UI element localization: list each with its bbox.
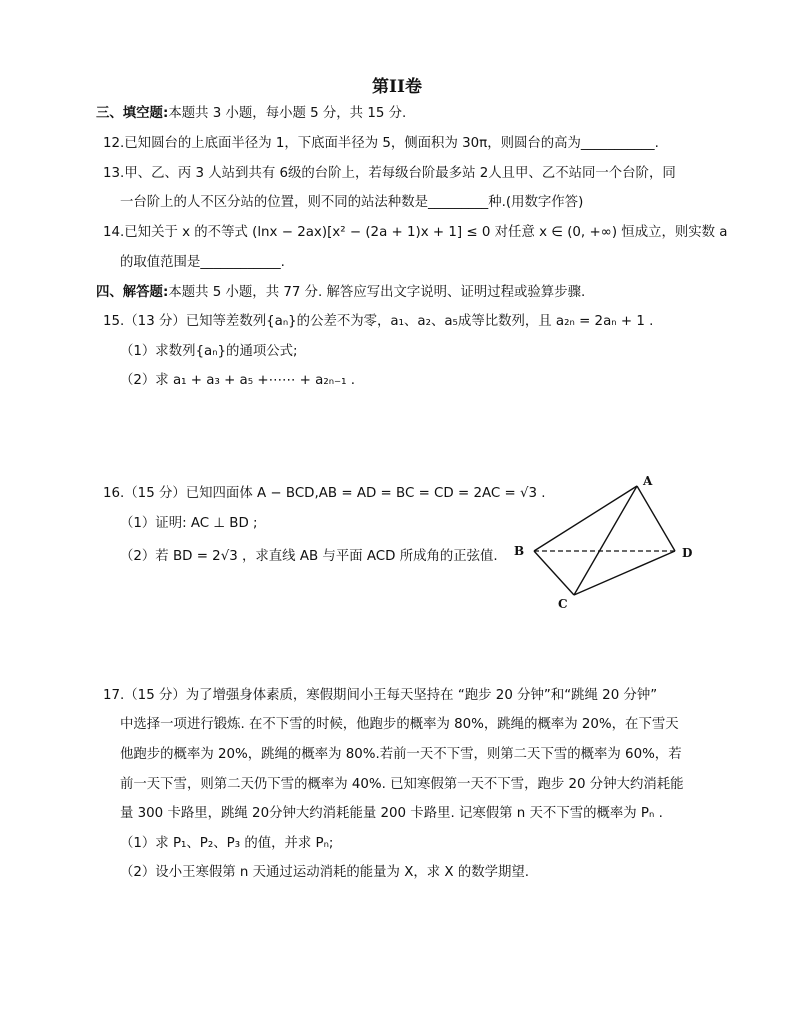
section-4-desc: 本题共 5 小题，共 77 分. 解答应写出文字说明、证明过程或验算步骤.: [168, 285, 586, 300]
edge-ad: [637, 486, 675, 551]
vertex-label-b: B: [514, 544, 525, 558]
question-16-part-1: （1）证明: AC ⊥ BD ;: [120, 516, 258, 531]
question-17-part-2: （2）设小王寒假第 n 天通过运动消耗的能量为 X，求 X 的数学期望.: [120, 865, 530, 880]
section-3-header: [96, 105, 406, 123]
question-15-stem: 15.（13 分）已知等差数列{aₙ}的公差不为零，a₁、a₂、a₅成等比数列，且 a₂ₙ = 2aₙ + 1 .: [103, 314, 654, 329]
question-16-stem: 16.（15 分）已知四面体 A − BCD,AB = AD = BC = CD = 2AC = √3 .: [103, 486, 546, 501]
question-17-line-4: 前一天下雪，则第二天仍下雪的概率为 40%. 已知寒假第一天不下雪，跑步 20 分钟大约消耗能: [120, 777, 684, 792]
vertex-label-a: A: [643, 474, 653, 488]
tetrahedron-figure: [510, 470, 710, 615]
section-4-label: 四、解答题:: [96, 285, 169, 300]
vertex-label-c: C: [558, 597, 568, 611]
edge-ac: [574, 486, 637, 595]
question-13-line-1: 13.甲、乙、丙 3 人站到共有 6级的台阶上，若每级台阶最多站 2人且甲、乙不站同一个台阶，同: [103, 166, 676, 181]
section-3-desc: 本题共 3 小题，每小题 5 分，共 15 分.: [168, 106, 407, 121]
edge-ab: [534, 486, 637, 551]
section-4-header: [96, 284, 585, 302]
question-14-line-1: 14.已知关于 x 的不等式 (lnx − 2ax)[x² − (2a + 1)x + 1] ≤ 0 对任意 x ∈ (0, +∞) 恒成立，则实数 a: [103, 225, 728, 240]
question-17-line-1: 17.（15 分）为了增强身体素质，寒假期间小王每天坚持在 “跑步 20 分钟”和“跳绳 20 分钟”: [103, 688, 658, 703]
edge-cd: [574, 551, 675, 595]
page-title: 第II卷: [372, 77, 422, 97]
question-17-part-1: （1）求 P₁、P₂、P₃ 的值，并求 Pₙ;: [120, 836, 334, 851]
vertex-label-d: D: [682, 546, 693, 560]
question-17-line-3: 他跑步的概率为 20%，跳绳的概率为 80%.若前一天不下雪，则第二天下雪的概率为 60%，若: [120, 747, 682, 762]
section-3-label: 三、填空题:: [96, 106, 169, 121]
edge-bc: [534, 551, 574, 595]
question-17-line-5: 量 300 卡路里，跳绳 20分钟大约消耗能量 200 卡路里. 记寒假第 n 天不下雪的概率为 Pₙ .: [120, 806, 663, 821]
question-15-part-1: （1）求数列{aₙ}的通项公式;: [120, 344, 298, 359]
question-14-line-2: 的取值范围是____________.: [120, 255, 285, 270]
question-13-line-2: 一台阶上的人不区分站的位置，则不同的站法种数是_________种.(用数字作答): [120, 195, 584, 210]
question-17-line-2: 中选择一项进行锻炼. 在不下雪的时候，他跑步的概率为 80%，跳绳的概率为 20%，在下雪天: [120, 717, 679, 732]
question-12: 12.已知圆台的上底面半径为 1，下底面半径为 5，侧面积为 30π，则圆台的高为___________.: [103, 136, 659, 151]
question-16-part-2: （2）若 BD = 2√3 ，求直线 AB 与平面 ACD 所成角的正弦值.: [120, 549, 498, 564]
question-15-part-2: （2）求 a₁ + a₃ + a₅ +⋯⋯ + a₂ₙ₋₁ .: [120, 373, 355, 388]
